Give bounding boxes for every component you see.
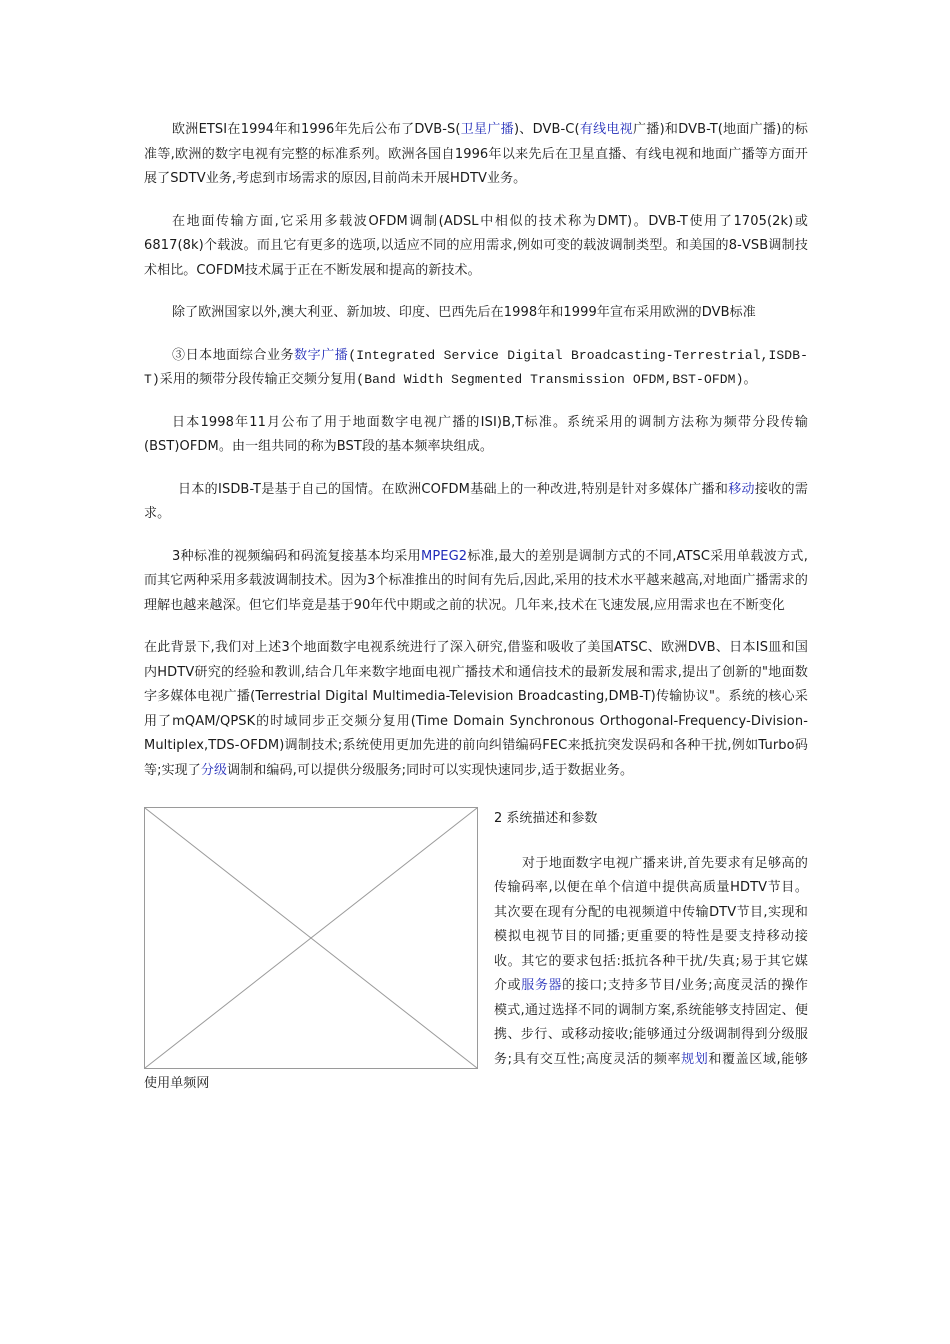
link-digital-broadcast[interactable]: 数字广播: [294, 347, 349, 363]
text: 欧洲ETSI在1994年和1996年先后公布了DVB-S(: [172, 122, 461, 137]
text: 对于地面数字电视广播来讲,首先要求有足够高的传输码率,以便在单个信道中提供高质量HDTV节目。其次要在现有分配的电视频道中传输DTV节目,实现和模拟电视节目的同播;更重要的特性是要支持移动接收。其它的要求包括:抵抗各种干扰/失真;易于其它媒介或: [494, 855, 808, 993]
text: 广播)和DVB-T(地面广播)的标准等,欧洲的数字电视有完整的标准系列。欧洲各国自1996年以来先后在卫星直播、有线电视和地面广播等方面开展了SDTV业务,考虑到市场需求的原因,目前尚未开展HDTV业务。: [144, 122, 809, 186]
link-cable-tv[interactable]: 有线电视: [579, 122, 633, 137]
paragraph-isdb-t-intro: [144, 344, 808, 393]
text: 接收的需求。: [144, 481, 809, 521]
text: 在此背景下,我们对上述3个地面数字电视系统进行了深入研究,借鉴和吸收了美国ATSC、欧洲DVB、日本IS皿和国内HDTV研究的经验和教训,结合几年来数字地面电视广播技术和通信技术的最新发展和需求,提出了创新的"地面数字多媒体电视广播(Terrestrial Digital Multimedia-Television Broadcasting,DMB-T)传输协议"。系统的核心采用了mQAM/QPSK的时域同步正交频分复用(Time Domain Synchronous Orthogonal-Frequency-Division-Multiplex,TDS-OFDM)调制技术;系统使用更加先进的前向纠错编码FEC来抵抗突发误码和各种干扰,例如Turbo码等;实现了: [144, 640, 808, 778]
link-hierarchical[interactable]: 分级: [200, 762, 228, 778]
text: )、DVB-C(: [513, 122, 580, 137]
text: 3种标准的视频编码和码流复接基本均采用: [172, 548, 422, 564]
text: 标准,最大的差别是调制方式的不同,ATSC采用单载波方式,而其它两种采用多载波调制技术。因为3个标准推出的时间有先后,因此,采用的技术水平越来越高,对地面广播需求的理解也越来越深。但它们毕竟是基于90年代中期或之前的状况。几年来,技术在飞速发展,应用需求也在不断变化: [144, 548, 808, 613]
paragraph-etsi-standards: [144, 118, 808, 192]
text: (Integrated Service Digital Broadcasting-Terrestrial,ISDB-T)采用的频带分段传输正交频分复用(Band Width Segmented Transmission OFDM,BST-OFDM)。: [144, 347, 809, 387]
section-title: 2 系统描述和参数: [494, 811, 598, 826]
link-mobile[interactable]: 移动: [728, 481, 755, 497]
paragraph-dmb-t-proposal: [144, 636, 808, 783]
paragraph-terrestrial-ofdm: 在地面传输方面,它采用多载波OFDM调制(ADSL中相似的技术称为DMT)。DVB-T使用了1705(2k)或6817(8k)个载波。而且它有更多的选项,以适应不同的应用需求,例如可变的载波调制类型。和美国的8-VSB调制技术相比。COFDM技术属于正在不断发展和提高的新技术。: [144, 213, 808, 278]
text: 的接口;支持多节目/业务;高度灵活的操作模式,通过选择不同的调制方案,系统能够支持固定、便携、步行、或移动接收;能够通过分级调制得到分级服务;具有交互性;高度灵活的频率: [494, 978, 808, 1067]
link-planning[interactable]: 规划: [681, 1051, 709, 1067]
text: 和覆盖区域,能够使用单频网: [144, 1051, 808, 1091]
document-page: [144, 118, 808, 1097]
text: 调制和编码,可以提供分级服务;同时可以实现快速同步,适于数据业务。: [227, 762, 634, 778]
link-server[interactable]: 服务器: [521, 978, 563, 993]
broken-image-placeholder-icon: [144, 807, 478, 1069]
text: ③日本地面综合业务: [172, 347, 295, 363]
link-mpeg2[interactable]: MPEG2: [421, 548, 468, 564]
paragraph-japan-1998: 日本1998年11月公布了用于地面数字电视广播的ISI)B,T标准。系统采用的调制方法称为频带分段传输(BST)OFDM。由一组共同的称为BST段的基本频率块组成。: [144, 414, 808, 454]
paragraph-dvb-adoption: 除了欧洲国家以外,澳大利亚、新加坡、印度、巴西先后在1998年和1999年宣布采用欧洲的DVB标准: [172, 305, 756, 320]
figure-section: [144, 807, 808, 1097]
paragraph-isdb-t-basis: [144, 478, 808, 527]
paragraph-three-standards: [144, 545, 808, 619]
link-satellite-broadcast[interactable]: 卫星广播: [460, 122, 514, 137]
text: 日本的ISDB-T是基于自己的国情。在欧洲COFDM基础上的一种改进,特别是针对多媒体广播和: [178, 481, 729, 497]
